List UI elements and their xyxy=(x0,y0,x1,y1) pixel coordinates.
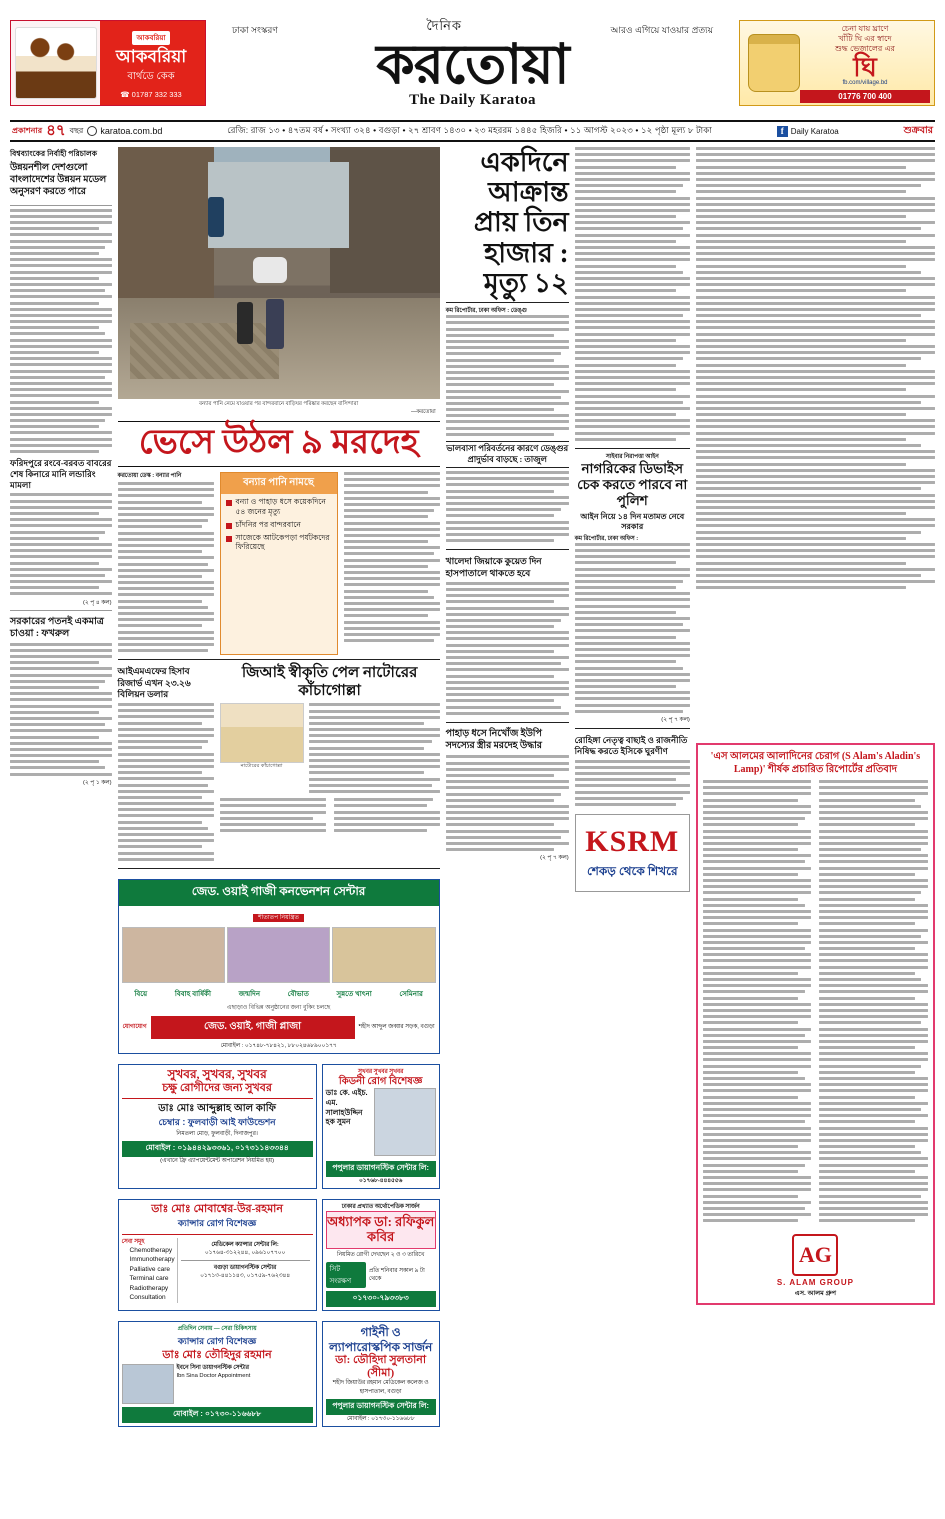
cancer-service: Immunotherapy xyxy=(129,1256,175,1264)
ad-ksrm[interactable] xyxy=(575,814,690,892)
lead-body-1 xyxy=(118,482,214,652)
text-lines xyxy=(10,493,112,595)
ortho-kicker: ঢাকার প্রখ্যাত অর্থোপেডিক সার্জন xyxy=(341,1204,420,1211)
service-item: জন্মদিন xyxy=(238,990,261,998)
akboria-logo: আকবরিয়া xyxy=(132,31,171,45)
gastro-clinic: ইবনে সিনা ডায়াগনস্টিক সেন্টার xyxy=(176,1365,249,1372)
newspaper-title-block xyxy=(206,17,739,110)
kidney-phone[interactable]: ০১৭৬৮-৪৪৪৫৫৬ xyxy=(358,1178,403,1185)
dengue-continued-right xyxy=(696,147,935,737)
publication-label: প্রকাশনার xyxy=(12,125,43,135)
cancer-title: ক্যান্সার রোগ বিশেষজ্ঞ xyxy=(177,1217,257,1228)
photo-credit: —করতোয়া xyxy=(411,409,436,415)
publication-number: ৪৭ xyxy=(46,121,66,139)
gi-headline: জিআই স্বীকৃতি পেল নাটোরের কাঁচাগোল্লা xyxy=(241,665,418,700)
lead-body-2 xyxy=(344,472,440,655)
cyber-subhead: আইন নিয়ে ১৪ দিন মতামত নেবে সরকার xyxy=(580,511,685,531)
convention-note: এছাড়াও বিভিন্ন অনুষ্ঠানের জন্য বুকিং চলছে xyxy=(226,1004,331,1011)
akboria-phone: ☎ 01787 332 333 xyxy=(120,89,182,99)
reserve-headline: আইএমএফের হিসাব রিজার্ভ এখন ২৩.২৬ বিলিয়ন ডলার xyxy=(117,666,191,699)
gi-body xyxy=(309,703,440,796)
flood-box-item xyxy=(221,494,337,517)
column-2 xyxy=(118,147,440,1487)
cyber-ref: (২ পৃ ৭ কল) xyxy=(661,717,690,724)
ad-gyne-doctor[interactable] xyxy=(322,1321,440,1427)
lead-mega-headline: ভেসে উঠল ৯ মরদেহ xyxy=(118,421,440,467)
text-lines xyxy=(118,703,214,861)
s-alam-protest-notice xyxy=(696,743,935,1305)
cancer-service: Radiotherapy Consultation xyxy=(129,1284,169,1302)
text-lines xyxy=(446,315,569,436)
facebook-link[interactable] xyxy=(777,126,839,137)
eye-ad-line2: চক্ষু রোগীদের জন্য সুখবর xyxy=(162,1081,272,1094)
ad-cancer-doctor[interactable] xyxy=(118,1199,317,1311)
dengue-dateline: কম রিপোর্টার, ঢাকা অফিস : ডেঙ্গু xyxy=(445,308,527,315)
ghee-phone: 01776 700 400 xyxy=(800,90,930,103)
edition-label-right: আরও এগিয়ে যাওয়ার প্রত্যয় xyxy=(610,24,713,35)
landslide-ref: (২ পৃ ৭ কল) xyxy=(540,855,569,862)
infobar xyxy=(10,120,935,142)
facebook-icon: f xyxy=(777,126,788,137)
flood-box-item-text: সাজেকে আটকেপড়া পর্যটকদের ফিরিয়েছে xyxy=(235,532,330,552)
text-lines xyxy=(344,472,440,642)
dengue-headline: একদিনে আক্রান্ত প্রায় তিন হাজার : মৃত্যু ১২ xyxy=(473,147,569,298)
ad-ortho-doctor[interactable] xyxy=(322,1199,440,1311)
flood-box-item-text: বন্যা ও পাহাড় ধসে কয়েকদিনে ৫৪ জনের মৃত্যু xyxy=(235,497,326,516)
gastro-line: প্রতিদিন সেবায় — সেরা চিকিৎসায় xyxy=(177,1326,257,1333)
kachagolla-photo xyxy=(220,703,304,763)
rohingya-body xyxy=(575,760,690,810)
story2-ref: (২ পৃ ৪ কল) xyxy=(82,599,112,606)
publication-suffix: বছর xyxy=(69,125,84,135)
text-lines xyxy=(696,147,935,589)
convention-contact: জেড. ওয়াই. গাজী প্লাজা xyxy=(151,1016,355,1039)
ghee-line-1: চেনা যায় ঘ্রাণে xyxy=(841,23,889,33)
gyne-title: গাইনী ও ল্যাপারোস্কপিক সার্জন xyxy=(328,1325,433,1354)
eye-address: নিমতলা মোড়, ফুলবাড়ী, দিনাজপুর। xyxy=(176,1130,258,1137)
dengue-body xyxy=(446,315,569,439)
ortho-line: নিয়মিত রোগী দেখছেন ২ ও ৩ তারিখে xyxy=(336,1252,425,1259)
akboria-tagline: বার্থডে কেক xyxy=(127,70,175,82)
ortho-phone[interactable]: ০১৭৩০-৭৯৩৩৮৩ xyxy=(326,1291,436,1307)
website-link[interactable] xyxy=(87,126,162,136)
story3-headline: সরকারের পতনই একমাত্র চাওয়া : ফখরুল xyxy=(10,615,104,639)
bullet-icon xyxy=(226,500,232,506)
cancer-chamber-1: মেডিকেল ক্যান্সার সেন্টার লি: xyxy=(211,1241,279,1248)
story3-body xyxy=(10,643,112,779)
ad-gastro-doctor[interactable] xyxy=(118,1321,317,1427)
eye-phone[interactable]: মোবাইল : ০১৯৪৪২৯৩৩৬১, ০১৭৩১১৪৩৩৪৪ xyxy=(122,1141,313,1157)
gastro-clinic-photo xyxy=(122,1364,174,1404)
page-title-english: The Daily Karatoa xyxy=(409,92,536,109)
story1-headline: উন্নয়নশীল দেশগুলো বাংলাদেশের উন্নয়ন মডেল অনুসরণ করতে পারে xyxy=(10,163,107,197)
gyne-address: শহীদ জিয়াউর রহমান মেডিকেল কলেজ ও হাসপাতাল, বগুড়া xyxy=(332,1380,429,1395)
ad-kidney-doctor[interactable] xyxy=(322,1064,440,1189)
dengue-pullquote: ভালবাসা পরিবর্তনের কারণে ডেঙ্গুর প্রাদুর্ভাব বাড়ছে : তাজুল xyxy=(446,441,569,468)
cyber-body xyxy=(575,543,690,716)
ghee-facebook[interactable]: fb.com/village.bd xyxy=(842,79,888,86)
kicker-dainik: দৈনিক xyxy=(426,17,462,33)
gi-body-2 xyxy=(220,798,440,835)
story1-body xyxy=(10,209,112,457)
gastro-doctor-name: ডাঃ মোঃ তৌহিদুর রহমান xyxy=(162,1348,272,1361)
cancer-service: Palliative care xyxy=(129,1265,170,1273)
protest-title: 'এস আলমের আলাদিনের চেরাগ (S Alam's Aladin's Lamp)' শীর্ষক প্রচারিত রিপোর্টের প্রতিবাদ xyxy=(710,751,921,775)
column-3 xyxy=(446,147,569,1487)
text-lines xyxy=(575,147,690,441)
ghee-big-word: ঘি xyxy=(853,51,877,82)
ksrm-tagline: শেকড় থেকে শিখরে xyxy=(586,864,678,879)
text-lines xyxy=(309,703,440,793)
text-lines xyxy=(575,543,690,713)
gyne-clinic: পপুলার ডায়াগনস্টিক সেন্টার লি: xyxy=(326,1399,436,1415)
column-5 xyxy=(696,147,935,1487)
flood-box-item xyxy=(221,517,337,530)
service-item: সেমিনার xyxy=(399,990,423,998)
gastro-tag: Ibn Sina Doctor Appointment xyxy=(176,1373,251,1380)
ad-convention-center[interactable] xyxy=(118,879,440,1054)
masthead xyxy=(10,8,935,116)
story2-body xyxy=(10,493,112,598)
contact-label: যোগাযোগ xyxy=(122,1024,147,1031)
flood-box-item xyxy=(221,530,337,553)
globe-icon xyxy=(87,126,97,136)
edition-label-left: ঢাকা সংস্করণ xyxy=(232,24,278,35)
gastro-sub: ক্যান্সার রোগ বিশেষজ্ঞ xyxy=(177,1335,257,1346)
column-4 xyxy=(575,147,690,1487)
landslide-headline: পাহাড় ধসে নিখোঁজ ইউপি সদস্যের স্ত্রীর মরদেহ উদ্ধার xyxy=(445,728,542,751)
cancer-service: Chemotherapy xyxy=(129,1247,173,1255)
convention-address: শহীদ আব্দুল জব্বার সড়ক, বগুড়া xyxy=(358,1024,435,1031)
venue-photo-2 xyxy=(227,927,330,983)
text-lines xyxy=(446,471,569,542)
website-url: karatoa.com.bd xyxy=(100,126,163,136)
kidney-kicker: সুখবর সুখবর সুখবর xyxy=(357,1069,404,1076)
eye-ad-line1: সুখবর, সুখবর, সুখবর xyxy=(167,1067,267,1082)
s-alam-signature xyxy=(703,1234,928,1298)
bullet-icon xyxy=(226,536,232,542)
ad-akboria-cake[interactable] xyxy=(10,20,206,106)
gyne-phone[interactable]: মোবাইল : ০১৭৩০-১১৬৬৮৮ xyxy=(346,1415,415,1422)
kidney-clinic: পপুলার ডায়াগনস্টিক সেন্টার লি: xyxy=(326,1161,436,1177)
text-lines xyxy=(220,798,440,835)
ortho-time: প্রতি শনিবার সকাল ৯ টা থেকে xyxy=(368,1268,425,1283)
ghee-jar-image xyxy=(748,34,800,92)
ksrm-logo: KSRM xyxy=(585,825,680,859)
page-title: করতোয়া xyxy=(376,33,569,95)
kidney-doctor-name: ডাঃ কে. এইচ. এম. সালাহউদ্দিন হক সুমন xyxy=(325,1088,368,1127)
s-alam-signature-text: এস. আলম গ্রুপ xyxy=(794,1289,837,1297)
photo-caption: বন্যার পানি নেমে যাওয়ার পর বান্দরবানে বাড়িঘর পরিষ্কার করছেন বাসিন্দারা xyxy=(199,401,359,407)
cyber-dateline: কম রিপোর্টার, ঢাকা অফিস : xyxy=(574,535,639,542)
cyber-headline: নাগরিকের ডিভাইস চেক করতে পারবে না পুলিশ xyxy=(577,461,688,509)
gastro-phone[interactable]: মোবাইল : ০১৭৩০-১১৬৬৮৮ xyxy=(122,1407,313,1423)
convention-badge: শীতাতপ নিয়ন্ত্রিত xyxy=(253,914,304,922)
khaleda-headline: খালেদা জিয়াকে কুয়েত দিন হাসপাতালে থাকতে হবে xyxy=(445,556,542,578)
ad-ghee[interactable] xyxy=(739,20,935,106)
dengue-body-2 xyxy=(446,471,569,545)
bullet-icon xyxy=(226,523,232,529)
story2-headline: ফরিদপুরে রংবে-বরবত বাবরের শেষ কিনারে মানি লন্ডারিং মামলা xyxy=(10,458,112,490)
main-photo xyxy=(118,147,440,399)
ghee-line-2: খাঁটি ঘি এর স্বাদে xyxy=(838,33,892,43)
service-item: বিবাহ বার্ষিকী xyxy=(174,990,211,998)
service-item: সুন্নতে খাৎনা xyxy=(336,990,372,998)
story3-ref: (২ পৃ ১ কল) xyxy=(82,779,112,786)
service-item: বৌভাত xyxy=(287,990,309,998)
dengue-continued xyxy=(575,147,690,444)
convention-mobile[interactable]: মোবাইল : ০১৭৪৮-৭৮৪২১, ৮৮০২৪৬৮৯০০১৭৭ xyxy=(220,1042,337,1049)
ghee-line-3: শুদ্ধ ভেজালের এর xyxy=(835,43,895,53)
text-lines xyxy=(10,209,112,453)
text-lines xyxy=(446,582,569,715)
venue-photo-3 xyxy=(332,927,435,983)
text-lines xyxy=(446,755,569,851)
content-grid xyxy=(10,147,935,1487)
reserve-body xyxy=(118,703,214,861)
flood-summary-box xyxy=(220,472,338,655)
cyber-kicker: সাইবার নিরাপত্তা আইন xyxy=(605,454,659,460)
flood-box-item-text: চাঁদনির পর বান্দরবানে xyxy=(235,519,301,529)
cancer-phone-2[interactable]: ০১৭১৩-৪৪১১৪৩, ০১৭৫৯-৭৬২৩৪৪ xyxy=(200,1273,291,1280)
facebook-label: Daily Karatoa xyxy=(790,126,839,136)
eye-chamber: চেম্বার : ফুলবাড়ী আই ফাউন্ডেশন xyxy=(158,1116,276,1127)
rohingya-headline: রোহিঙ্গা নেতৃত্ব বাছাই ও রাজনীতি নিষিদ্ধ করতে ইসিকে ঘুরণীণ xyxy=(574,735,688,756)
column-1 xyxy=(10,147,112,1487)
protest-body xyxy=(703,780,928,1226)
cancer-phone-1[interactable]: ০১৭৬৪-৩১২২৪৪, ০৯৬১০৭৭০০ xyxy=(204,1250,286,1257)
venue-photo-1 xyxy=(122,927,225,983)
text-lines xyxy=(575,760,690,806)
publication-day: শুক্রবার xyxy=(903,124,933,136)
kidney-title: কিডনী রোগ বিশেষজ্ঞ xyxy=(338,1076,423,1088)
convention-title: জেড. ওয়াই গাজী কনভেনশন সেন্টার xyxy=(119,880,439,906)
text-lines xyxy=(703,780,928,1226)
landslide-body xyxy=(446,755,569,854)
cancer-chamber-2: বগুড়া ডায়াগনস্টিক সেন্টার xyxy=(213,1265,277,1272)
eye-note: (এখানে ফ্রি এ্যাপয়েন্টমেন্ট অপারেশন নিয়মিত হয়) xyxy=(160,1157,275,1164)
ad-eye-doctor[interactable] xyxy=(118,1064,317,1189)
ortho-doctor-name: অধ্যাপক ডা: রফিকুল কবির xyxy=(326,1211,436,1249)
flood-box-title: বন্যার পানি নামছে xyxy=(221,473,337,494)
khaleda-body xyxy=(446,582,569,718)
cancer-services-label: সেবা সমূহ xyxy=(121,1238,145,1245)
akboria-name: আকবরিয়া xyxy=(115,47,187,67)
text-lines xyxy=(10,643,112,776)
cancer-service: Terminal care xyxy=(129,1275,169,1283)
s-alam-logo-icon: AG xyxy=(792,1234,838,1276)
story1-kicker: বিশ্বব্যাংকের নির্বাহী পরিচালক xyxy=(10,149,98,158)
gyne-doctor-name: ডা: ডৌহিদা সুলতানা (সীমা) xyxy=(335,1354,427,1379)
s-alam-logo-name: S. ALAM GROUP xyxy=(776,1277,854,1287)
cake-photo xyxy=(15,27,97,99)
ortho-note-badge: সিট সংরক্ষণ xyxy=(326,1262,366,1288)
convention-photos xyxy=(119,924,439,986)
text-lines xyxy=(118,482,214,652)
service-item: বিয়ে xyxy=(134,990,148,998)
kachagolla-caption: নাটোরের কাঁচাগোল্লা xyxy=(240,763,283,770)
issue-details: রেজি: রাজ ১৩ • ৪৭তম বর্ষ • সংখ্যা ৩২৪ • বগুড়া • ২৭ শ্রাবণ ১৪৩০ • ২৩ মহররম ১৪৪৫ হিজরি • ১১ আগস্ট ২০২৩ • ১২ পৃষ্ঠা মূল্য ৮ টাকা xyxy=(227,125,712,135)
lead-dateline: করতোয়া ডেস্ক : বন্যার পানি xyxy=(117,473,182,479)
convention-services xyxy=(119,986,439,1002)
kidney-doctor-photo xyxy=(374,1088,436,1156)
cancer-doctor-name: ডাঃ মোঃ মোবাশ্বের-উর-রহমান xyxy=(151,1203,283,1216)
eye-doctor-name: ডাঃ মোঃ আব্দুল্লাহ আল কাফি xyxy=(158,1102,276,1114)
